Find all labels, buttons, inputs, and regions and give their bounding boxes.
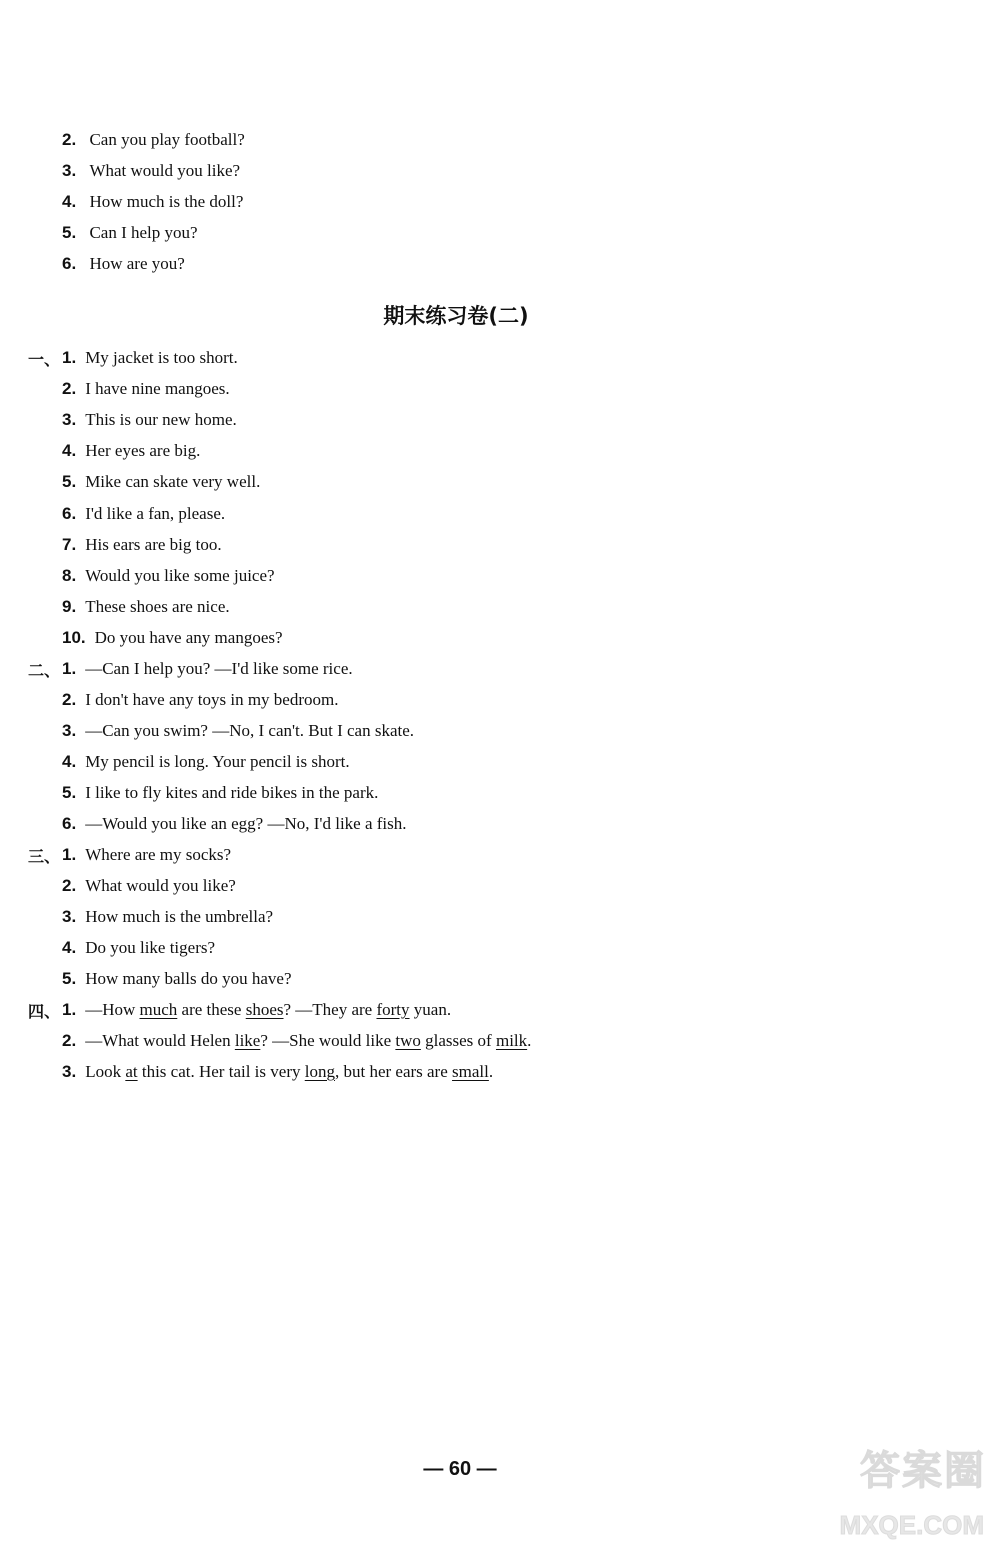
item-text: What would you like?	[89, 161, 241, 180]
prev-item-2	[62, 129, 245, 151]
item-text: His ears are big too.	[85, 534, 222, 554]
part1-item	[62, 409, 237, 431]
item-text: How many balls do you have?	[85, 969, 292, 988]
exam-title: 期末练习卷(二)	[383, 304, 529, 328]
item-text: Mike can skate very well.	[85, 472, 261, 492]
item-number: 5.	[62, 223, 77, 242]
section-label-3: 三、	[28, 847, 61, 866]
item-number: 3.	[62, 1062, 77, 1081]
item-text: Do you like tigers?	[85, 938, 216, 957]
sentence-fragment: ? —She would like	[260, 1031, 396, 1050]
item-text: I'd like a fan, please.	[85, 503, 226, 523]
item-number: 8.	[62, 565, 77, 585]
sentence-fragment: .	[527, 1031, 532, 1050]
item-text: This is our new home.	[85, 410, 237, 430]
prev-item-3	[62, 160, 240, 182]
item-text: I like to fly kites and ride bikes in the park.	[85, 783, 379, 802]
item-text: How much is the umbrella?	[85, 907, 274, 926]
page-number: — 60 —	[423, 1458, 497, 1480]
answer-blank: small	[452, 1062, 489, 1081]
answer-blank: long	[304, 1062, 335, 1081]
sentence-fragment: are these	[177, 1000, 246, 1019]
sentence-fragment: .	[488, 1062, 494, 1081]
prev-item-4	[62, 191, 243, 213]
sentence-fragment: yuan.	[409, 1000, 452, 1019]
item-number: 10.	[62, 627, 86, 647]
answer-blank: much	[139, 1000, 178, 1019]
answer-blank: forty	[376, 1000, 410, 1019]
answer-blank: two	[395, 1031, 421, 1050]
item-number: 7.	[62, 534, 77, 554]
item-text: —Would you like an egg? —No, I'd like a fish.	[85, 814, 407, 833]
item-text	[85, 1030, 531, 1052]
item-text: —Can you swim? —No, I can't. But I can skate.	[85, 721, 415, 740]
item-number: 1.	[62, 659, 77, 678]
part3-item	[62, 875, 236, 897]
watermark-logo	[830, 1435, 990, 1545]
item-number: 2.	[62, 379, 77, 399]
item-number: 5.	[62, 969, 77, 988]
sentence-fragment: —How	[85, 1000, 140, 1019]
watermark-top: 答案圈	[860, 1448, 986, 1494]
part1-item	[62, 471, 260, 493]
part4-item	[62, 1030, 531, 1052]
item-number: 5.	[62, 472, 77, 492]
item-number: 1.	[62, 845, 77, 864]
item-number: 4.	[62, 752, 77, 771]
part3-item	[62, 844, 231, 866]
item-text: These shoes are nice.	[85, 596, 230, 616]
section-label-2: 二、	[28, 661, 61, 680]
part1-item	[62, 440, 200, 462]
item-number: 4.	[62, 938, 77, 957]
answer-blank: at	[125, 1062, 138, 1081]
item-text	[85, 1061, 493, 1083]
item-number: 6.	[62, 503, 77, 523]
item-text: My pencil is long. Your pencil is short.	[85, 752, 350, 771]
item-number: 3.	[62, 410, 77, 430]
item-number: 6.	[62, 814, 77, 833]
item-number: 1.	[62, 1000, 77, 1019]
part2-item	[62, 720, 414, 742]
section-label-4: 四、	[28, 1002, 61, 1021]
item-number: 3.	[62, 721, 77, 740]
part2-item	[62, 813, 407, 835]
sentence-fragment: Look	[85, 1062, 126, 1081]
item-number: 2.	[62, 1031, 77, 1050]
item-number: 2.	[62, 690, 77, 709]
part1-item	[62, 378, 230, 400]
prev-item-6	[62, 253, 185, 275]
item-text: Where are my socks?	[85, 845, 232, 864]
item-number: 3.	[62, 161, 77, 180]
part3-item	[62, 937, 215, 959]
item-text: Can I help you?	[89, 223, 198, 242]
sentence-fragment: this cat. Her tail is very	[137, 1062, 305, 1081]
item-number: 9.	[62, 596, 77, 616]
part2-item	[62, 782, 378, 804]
item-number: 5.	[62, 783, 77, 802]
item-number: 2.	[62, 876, 77, 895]
part1-item	[62, 627, 283, 649]
item-text: My jacket is too short.	[85, 348, 238, 367]
item-number: 3.	[62, 907, 77, 926]
sentence-fragment: , but her ears are	[334, 1062, 453, 1081]
part1-item	[62, 596, 230, 618]
item-number: 4.	[62, 441, 77, 461]
part1-item	[62, 565, 275, 587]
item-number: 6.	[62, 254, 77, 273]
part1-item	[62, 347, 238, 369]
item-text: Her eyes are big.	[85, 441, 201, 461]
item-text: How are you?	[89, 254, 185, 273]
item-text: Can you play football?	[89, 130, 245, 149]
sentence-fragment: ? —They are	[283, 1000, 377, 1019]
item-number: 1.	[62, 348, 77, 367]
watermark-bottom: MXQE.COM	[839, 1510, 984, 1540]
answer-blank: shoes	[245, 1000, 284, 1019]
section-label-1: 一、	[28, 350, 61, 369]
part3-item	[62, 906, 273, 928]
prev-item-5	[62, 222, 198, 244]
part4-item	[62, 1061, 493, 1083]
item-text: How much is the doll?	[89, 192, 244, 211]
part3-item	[62, 968, 292, 990]
item-text	[85, 999, 451, 1021]
part4-item	[62, 999, 451, 1021]
item-number: 4.	[62, 192, 77, 211]
part2-item	[62, 689, 339, 711]
part1-item	[62, 534, 222, 556]
item-text: Do you have any mangoes?	[94, 627, 283, 647]
sentence-fragment: —What would Helen	[85, 1031, 235, 1050]
item-text: —Can I help you? —I'd like some rice.	[85, 659, 353, 678]
item-text: I don't have any toys in my bedroom.	[85, 690, 339, 709]
item-text: Would you like some juice?	[85, 565, 275, 585]
item-text: I have nine mangoes.	[85, 379, 230, 399]
part2-item	[62, 658, 353, 680]
answer-blank: like	[234, 1031, 261, 1050]
answer-blank: milk	[495, 1031, 528, 1050]
part1-item	[62, 503, 225, 525]
sentence-fragment: glasses of	[420, 1031, 496, 1050]
item-text: What would you like?	[85, 876, 236, 895]
item-number: 2.	[62, 130, 77, 149]
part2-item	[62, 751, 350, 773]
